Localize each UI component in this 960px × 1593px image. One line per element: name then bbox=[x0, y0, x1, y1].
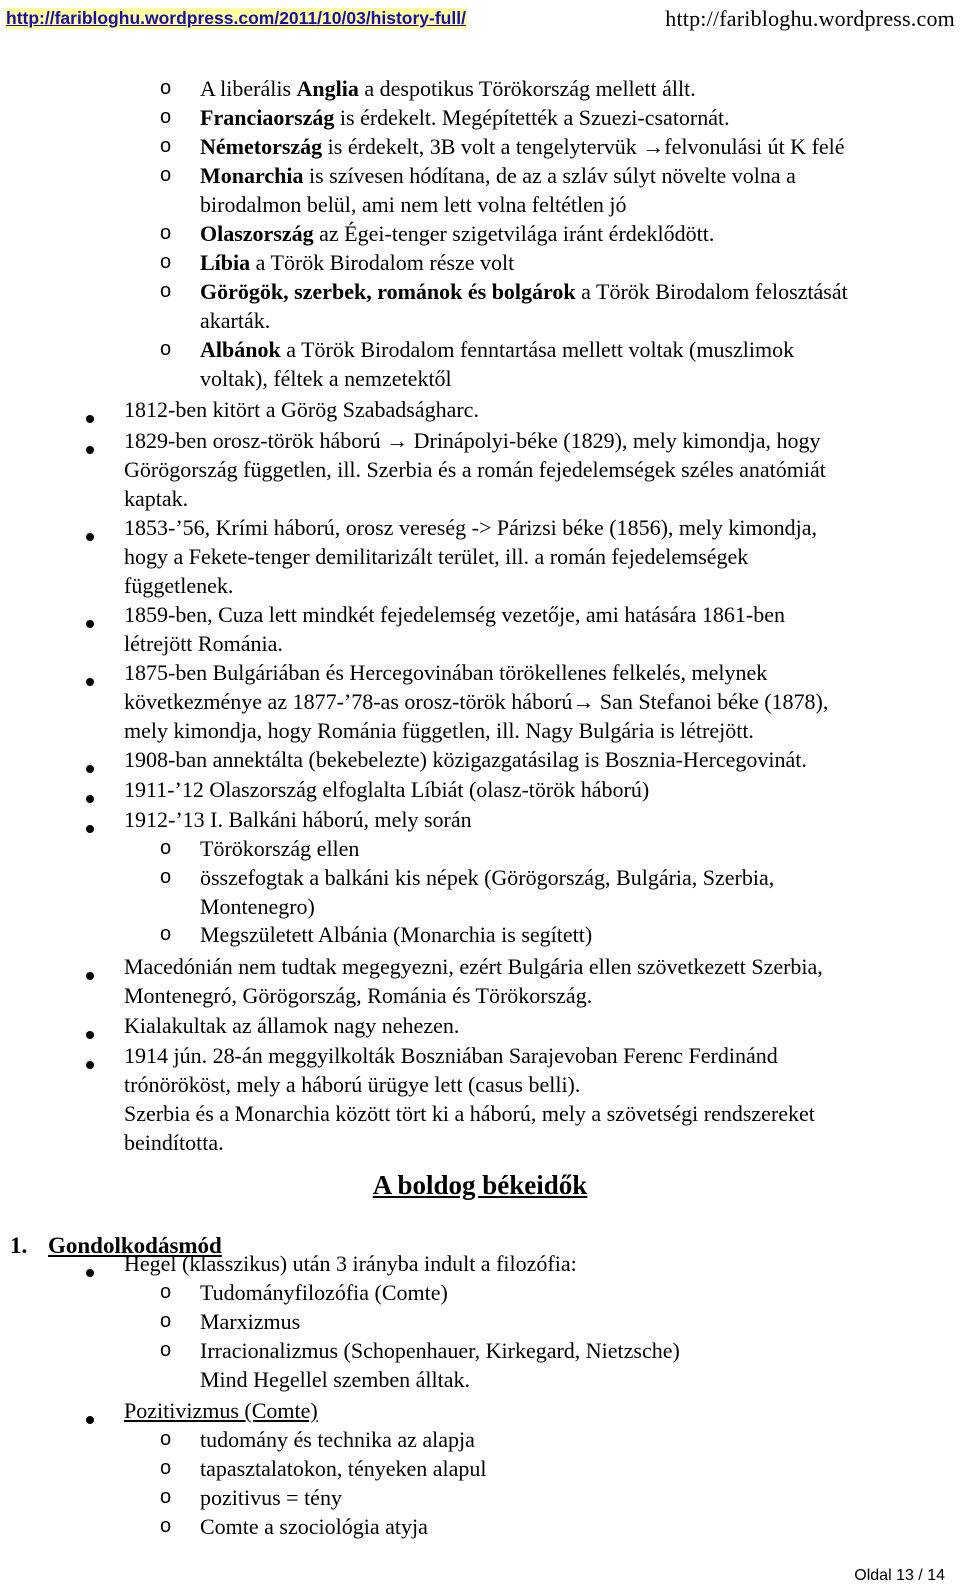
bullet-icon bbox=[86, 1051, 94, 1080]
bullet-icon bbox=[86, 523, 94, 552]
page-header bbox=[5, 6, 955, 34]
bullet-icon bbox=[86, 785, 94, 814]
site-url: http://faribloghu.wordpress.com bbox=[665, 6, 955, 31]
bullet-icon bbox=[86, 405, 94, 434]
page-number: Oldal 13 / 14 bbox=[854, 1567, 945, 1584]
bullet-icon bbox=[86, 815, 94, 844]
bullet-icon bbox=[86, 962, 94, 991]
bullet-icon bbox=[86, 610, 94, 639]
section-heading: 1. Gondolkodásmód bbox=[10, 1233, 222, 1258]
bullet-icon bbox=[86, 755, 94, 784]
bullet-icon bbox=[86, 668, 94, 697]
bullet-icon bbox=[86, 1406, 94, 1435]
section-title: A boldog békeidők bbox=[372, 1170, 588, 1200]
bullet-icon bbox=[86, 436, 94, 465]
bullet-icon bbox=[86, 1021, 94, 1050]
bullet-icon bbox=[86, 1259, 94, 1288]
source-url-link[interactable]: http://faribloghu.wordpress.com/2011/10/03/history-full/ bbox=[6, 8, 466, 28]
